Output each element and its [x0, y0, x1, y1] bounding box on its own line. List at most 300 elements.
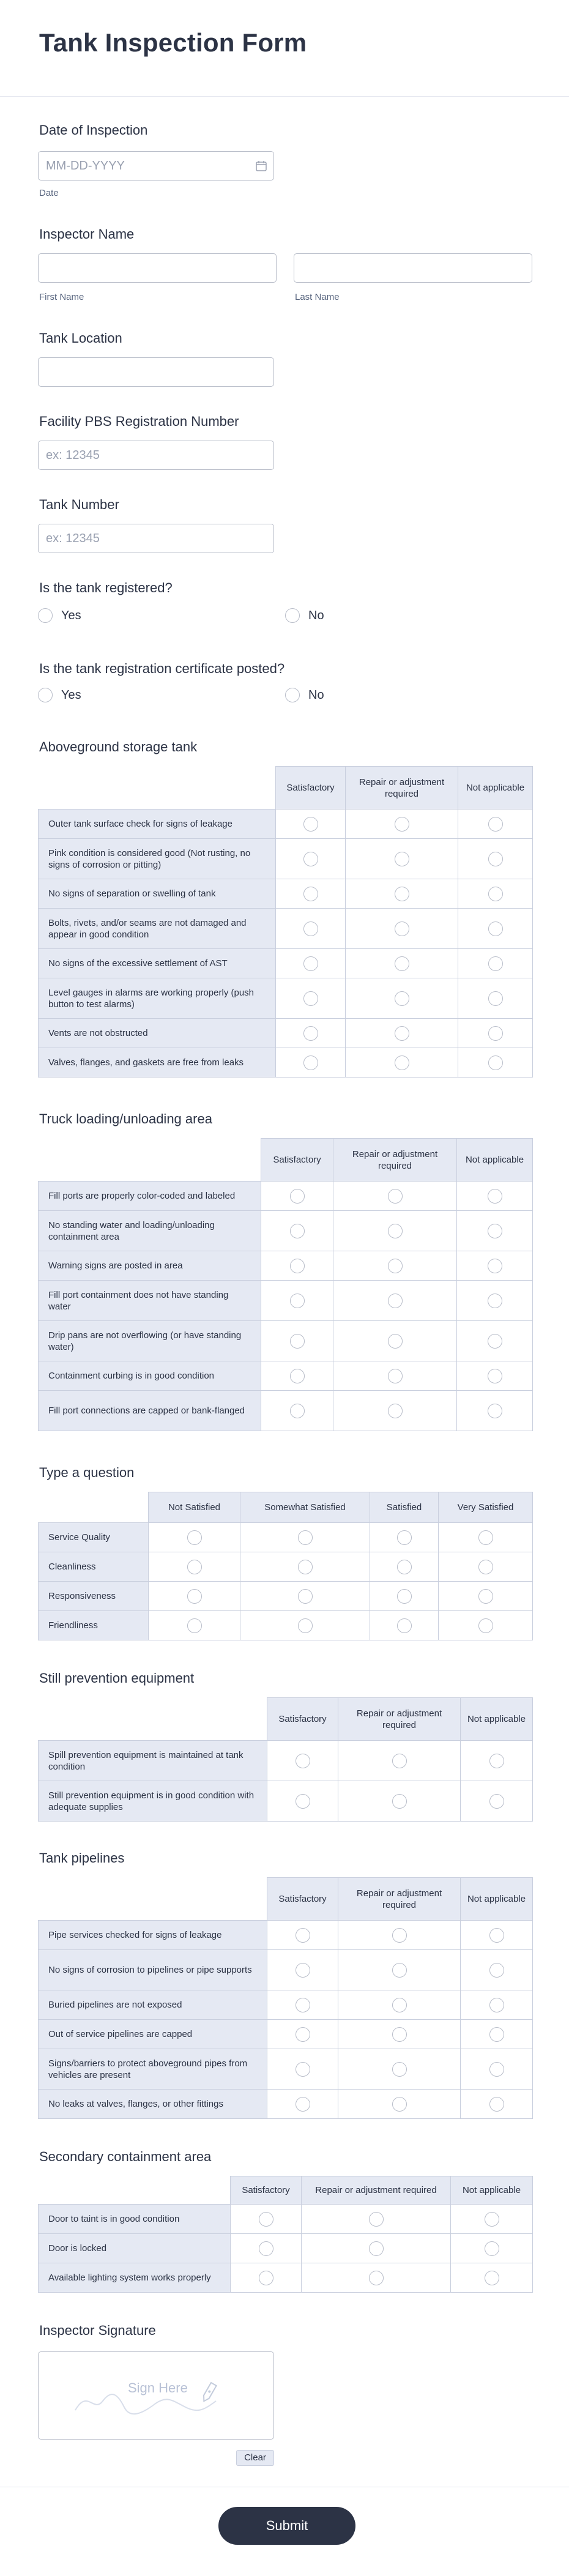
- matrix-radio[interactable]: [392, 1963, 407, 1978]
- matrix-radio[interactable]: [388, 1369, 403, 1383]
- matrix-corner: [39, 1139, 261, 1182]
- calendar-icon[interactable]: [255, 160, 267, 172]
- matrix-cell: [461, 2090, 533, 2119]
- matrix-cell: [461, 1950, 533, 1990]
- date-sublabel: Date: [39, 188, 59, 198]
- sign-here-placeholder: Sign Here: [128, 2380, 188, 2395]
- matrix-cell: [439, 1582, 533, 1611]
- matrix-cell: [302, 2263, 451, 2293]
- matrix-radio[interactable]: [290, 1189, 305, 1204]
- matrix-radio[interactable]: [489, 1754, 504, 1768]
- matrix-radio[interactable]: [388, 1294, 403, 1308]
- matrix-cell: [439, 1611, 533, 1640]
- matrix-cell: [261, 1251, 333, 1281]
- aboveground-label: Aboveground storage tank: [39, 739, 198, 754]
- matrix-radio[interactable]: [388, 1259, 403, 1273]
- matrix-corner: [39, 1492, 149, 1523]
- matrix-cell: [267, 1950, 338, 1990]
- matrix-radio[interactable]: [395, 1055, 409, 1070]
- matrix-cell: [276, 879, 346, 909]
- matrix-row: [39, 1950, 533, 1990]
- matrix-column-header: Satisfactory: [276, 767, 346, 810]
- matrix-row: [39, 1321, 533, 1361]
- matrix-row-label: Bolts, rivets, and/or seams are not damaged and appear in good condition: [39, 909, 276, 949]
- matrix-cell: [457, 1391, 533, 1431]
- matrix-cell: [261, 1361, 333, 1391]
- matrix-radio[interactable]: [388, 1334, 403, 1349]
- matrix-row: [39, 839, 533, 879]
- matrix-column-header: Not applicable: [451, 2176, 533, 2205]
- matrix-row-label: No standing water and loading/unloading containment area: [39, 1211, 261, 1251]
- matrix-row: [39, 949, 533, 978]
- matrix-radio[interactable]: [259, 2241, 273, 2256]
- matrix-radio[interactable]: [298, 1560, 313, 1574]
- matrix-radio[interactable]: [259, 2271, 273, 2285]
- tank-number-label: Tank Number: [39, 497, 119, 512]
- matrix-row: [39, 2090, 533, 2119]
- matrix-column-header: Satisfactory: [267, 1698, 338, 1741]
- matrix-cell: [261, 1211, 333, 1251]
- matrix-radio[interactable]: [296, 1963, 310, 1978]
- matrix-row-label: Service Quality: [39, 1523, 149, 1552]
- last-name-sublabel: Last Name: [295, 292, 340, 302]
- matrix-row-label: Friendliness: [39, 1611, 149, 1640]
- matrix-cell: [267, 2049, 338, 2090]
- tank-pipelines-matrix: [38, 1877, 533, 2119]
- matrix-radio[interactable]: [488, 1224, 502, 1238]
- matrix-row-label: Pipe services checked for signs of leakage: [39, 1921, 267, 1950]
- matrix-radio[interactable]: [489, 1928, 504, 1943]
- matrix-radio[interactable]: [303, 1026, 318, 1041]
- matrix-row-label: Buried pipelines are not exposed: [39, 1990, 267, 2020]
- matrix-radio[interactable]: [397, 1530, 412, 1545]
- matrix-cell: [333, 1391, 457, 1431]
- matrix-column-header: Not applicable: [461, 1878, 533, 1921]
- matrix-cell: [461, 1990, 533, 2020]
- matrix-cell: [451, 2263, 533, 2293]
- matrix-radio[interactable]: [395, 887, 409, 901]
- matrix-cell: [261, 1281, 333, 1321]
- matrix-cell: [149, 1523, 240, 1552]
- matrix-radio[interactable]: [488, 991, 503, 1006]
- matrix-cell: [451, 2234, 533, 2263]
- matrix-cell: [346, 949, 458, 978]
- matrix-column-header: Repair or adjustment required: [338, 1698, 461, 1741]
- matrix-radio[interactable]: [489, 1794, 504, 1809]
- matrix-radio[interactable]: [488, 817, 503, 832]
- tank-location-input[interactable]: [38, 357, 274, 387]
- matrix-radio[interactable]: [392, 2027, 407, 2042]
- matrix-cell: [457, 1211, 533, 1251]
- matrix-row-label: Vents are not obstructed: [39, 1019, 276, 1048]
- matrix-column-header: Repair or adjustment required: [302, 2176, 451, 2205]
- matrix-radio[interactable]: [187, 1589, 202, 1604]
- matrix-radio[interactable]: [478, 1589, 493, 1604]
- matrix-cell: [149, 1552, 240, 1582]
- matrix-cell: [338, 2020, 461, 2049]
- inspector-signature-label: Inspector Signature: [39, 2323, 156, 2338]
- matrix-row-label: Valves, flanges, and gaskets are free from leaks: [39, 1048, 276, 1078]
- matrix-radio[interactable]: [303, 887, 318, 901]
- matrix-radio[interactable]: [298, 1618, 313, 1633]
- matrix-row: [39, 909, 533, 949]
- matrix-radio[interactable]: [187, 1618, 202, 1633]
- certificate-posted-no[interactable]: [285, 688, 324, 702]
- matrix-row-label: Cleanliness: [39, 1552, 149, 1582]
- clear-signature-button[interactable]: Clear: [236, 2450, 274, 2466]
- radio-circle[interactable]: [285, 608, 300, 623]
- matrix-cell: [302, 2234, 451, 2263]
- matrix-radio[interactable]: [395, 991, 409, 1006]
- truck-loading-label: Truck loading/unloading area: [39, 1111, 212, 1126]
- matrix-radio[interactable]: [296, 1998, 310, 2012]
- matrix-radio[interactable]: [392, 1754, 407, 1768]
- matrix-row: [39, 1523, 533, 1552]
- matrix-cell: [267, 2090, 338, 2119]
- matrix-radio[interactable]: [290, 1334, 305, 1349]
- tank-registered-yes[interactable]: [38, 608, 81, 623]
- matrix-radio[interactable]: [388, 1404, 403, 1418]
- matrix-corner: [39, 767, 276, 810]
- matrix-column-header: Satisfactory: [261, 1139, 333, 1182]
- matrix-cell: [276, 949, 346, 978]
- matrix-cell: [240, 1611, 370, 1640]
- tank-number-input[interactable]: [38, 524, 274, 553]
- matrix-row: [39, 2234, 533, 2263]
- matrix-row: [39, 1251, 533, 1281]
- matrix-row: [39, 1781, 533, 1822]
- matrix-radio[interactable]: [187, 1560, 202, 1574]
- matrix-radio[interactable]: [478, 1560, 493, 1574]
- matrix-row: [39, 1921, 533, 1950]
- matrix-corner: [39, 1698, 267, 1741]
- matrix-row-label: Responsiveness: [39, 1582, 149, 1611]
- matrix-radio[interactable]: [489, 2027, 504, 2042]
- truck-loading-matrix: [38, 1138, 533, 1431]
- matrix-row-label: Warning signs are posted in area: [39, 1251, 261, 1281]
- matrix-row: [39, 810, 533, 839]
- matrix-cell: [276, 1019, 346, 1048]
- matrix-row: [39, 1019, 533, 1048]
- date-input[interactable]: [38, 151, 274, 181]
- matrix-radio[interactable]: [395, 921, 409, 936]
- matrix-radio[interactable]: [303, 817, 318, 832]
- matrix-radio[interactable]: [488, 1334, 502, 1349]
- matrix-radio[interactable]: [296, 2097, 310, 2112]
- matrix-cell: [458, 978, 533, 1019]
- matrix-row-label: No signs of the excessive settlement of AST: [39, 949, 276, 978]
- matrix-cell: [338, 2049, 461, 2090]
- matrix-cell: [458, 1019, 533, 1048]
- radio-circle[interactable]: [285, 688, 300, 702]
- matrix-radio[interactable]: [296, 2062, 310, 2077]
- matrix-row: [39, 1391, 533, 1431]
- radio-label-no: No: [308, 688, 324, 702]
- matrix-radio[interactable]: [488, 852, 503, 866]
- matrix-cell: [261, 1182, 333, 1211]
- matrix-cell: [276, 909, 346, 949]
- matrix-radio[interactable]: [488, 1369, 502, 1383]
- date-placeholder: MM-DD-YYYY: [46, 159, 125, 173]
- matrix-radio[interactable]: [290, 1404, 305, 1418]
- matrix-radio[interactable]: [298, 1530, 313, 1545]
- radio-circle[interactable]: [38, 688, 53, 702]
- matrix-radio[interactable]: [369, 2212, 384, 2227]
- matrix-radio[interactable]: [395, 1026, 409, 1041]
- matrix-cell: [346, 1048, 458, 1078]
- matrix-cell: [231, 2234, 302, 2263]
- certificate-posted-label: Is the tank registration certificate posted?: [39, 661, 285, 676]
- matrix-row-label: Still prevention equipment is in good condition with adequate supplies: [39, 1781, 267, 1822]
- matrix-cell: [370, 1611, 439, 1640]
- matrix-radio[interactable]: [290, 1294, 305, 1308]
- matrix-radio[interactable]: [395, 852, 409, 866]
- matrix-radio[interactable]: [392, 1928, 407, 1943]
- matrix-cell: [276, 839, 346, 879]
- tank-number-placeholder: ex: 12345: [46, 532, 100, 545]
- matrix-row: [39, 1048, 533, 1078]
- matrix-cell: [457, 1182, 533, 1211]
- matrix-radio[interactable]: [489, 2062, 504, 2077]
- matrix-row-label: Drip pans are not overflowing (or have standing water): [39, 1321, 261, 1361]
- matrix-cell: [267, 1921, 338, 1950]
- matrix-row-label: Fill port containment does not have standing water: [39, 1281, 261, 1321]
- matrix-radio[interactable]: [488, 1294, 502, 1308]
- matrix-cell: [276, 1048, 346, 1078]
- matrix-column-header: Not applicable: [458, 767, 533, 810]
- first-name-sublabel: First Name: [39, 292, 84, 302]
- matrix-column-header: Very Satisfied: [439, 1492, 533, 1523]
- matrix-column-header: Repair or adjustment required: [346, 767, 458, 810]
- first-name-input[interactable]: [38, 253, 277, 283]
- matrix-radio[interactable]: [395, 817, 409, 832]
- matrix-cell: [333, 1211, 457, 1251]
- matrix-cell: [333, 1251, 457, 1281]
- facility-pbs-placeholder: ex: 12345: [46, 449, 100, 462]
- tank-location-label: Tank Location: [39, 330, 122, 346]
- matrix-radio[interactable]: [488, 1026, 503, 1041]
- aboveground-matrix: [38, 766, 533, 1078]
- matrix-radio[interactable]: [392, 2062, 407, 2077]
- matrix-radio[interactable]: [296, 1754, 310, 1768]
- matrix-column-header: Not applicable: [457, 1139, 533, 1182]
- matrix-row: [39, 2020, 533, 2049]
- last-name-input[interactable]: [294, 253, 532, 283]
- matrix-cell: [439, 1552, 533, 1582]
- matrix-row: [39, 1361, 533, 1391]
- matrix-cell: [261, 1391, 333, 1431]
- matrix-cell: [458, 879, 533, 909]
- tank-registered-no[interactable]: [285, 608, 324, 623]
- matrix-corner: [39, 1878, 267, 1921]
- matrix-cell: [240, 1523, 370, 1552]
- date-of-inspection-label: Date of Inspection: [39, 122, 148, 138]
- matrix-radio[interactable]: [296, 1794, 310, 1809]
- matrix-radio[interactable]: [397, 1589, 412, 1604]
- matrix-cell: [267, 1990, 338, 2020]
- secondary-containment-matrix: [38, 2176, 533, 2293]
- matrix-radio[interactable]: [259, 2212, 273, 2227]
- submit-button[interactable]: Submit: [218, 2507, 355, 2545]
- radio-label-yes: Yes: [61, 688, 81, 702]
- facility-pbs-input[interactable]: [38, 441, 274, 470]
- matrix-cell: [240, 1552, 370, 1582]
- matrix-cell: [458, 810, 533, 839]
- matrix-cell: [457, 1251, 533, 1281]
- matrix-radio[interactable]: [388, 1189, 403, 1204]
- matrix-row-label: Out of service pipelines are capped: [39, 2020, 267, 2049]
- matrix-row: [39, 1211, 533, 1251]
- matrix-column-header: Somewhat Satisfied: [240, 1492, 370, 1523]
- matrix-radio[interactable]: [296, 1928, 310, 1943]
- signature-pad[interactable]: [38, 2351, 274, 2440]
- matrix-radio[interactable]: [290, 1224, 305, 1238]
- matrix-radio[interactable]: [488, 1055, 503, 1070]
- matrix-radio[interactable]: [478, 1530, 493, 1545]
- matrix-row: [39, 879, 533, 909]
- matrix-row: [39, 1611, 533, 1640]
- matrix-row-label: No leaks at valves, flanges, or other fittings: [39, 2090, 267, 2119]
- matrix-cell: [338, 1921, 461, 1950]
- matrix-radio[interactable]: [369, 2241, 384, 2256]
- matrix-cell: [439, 1523, 533, 1552]
- matrix-cell: [346, 879, 458, 909]
- matrix-radio[interactable]: [388, 1224, 403, 1238]
- matrix-cell: [333, 1281, 457, 1321]
- inspector-name-label: Inspector Name: [39, 226, 135, 242]
- matrix-row: [39, 1990, 533, 2020]
- matrix-cell: [457, 1281, 533, 1321]
- form-footer: [0, 2487, 569, 2576]
- matrix-row: [39, 1582, 533, 1611]
- matrix-row: [39, 1552, 533, 1582]
- form-header: [0, 0, 569, 97]
- matrix-radio[interactable]: [488, 1404, 502, 1418]
- matrix-cell: [346, 810, 458, 839]
- matrix-cell: [261, 1321, 333, 1361]
- matrix-row-label: Fill ports are properly color-coded and labeled: [39, 1182, 261, 1211]
- matrix-cell: [338, 1781, 461, 1822]
- matrix-row: [39, 2263, 533, 2293]
- matrix-cell: [461, 2020, 533, 2049]
- matrix-cell: [370, 1523, 439, 1552]
- matrix-radio[interactable]: [485, 2212, 499, 2227]
- matrix-radio[interactable]: [290, 1369, 305, 1383]
- matrix-row-label: Available lighting system works properly: [39, 2263, 231, 2293]
- matrix-radio[interactable]: [488, 887, 503, 901]
- matrix-radio[interactable]: [488, 956, 503, 971]
- certificate-posted-yes[interactable]: [38, 688, 81, 702]
- matrix-row-label: Fill port connections are capped or bank-flanged: [39, 1391, 261, 1431]
- matrix-column-header: Satisfactory: [267, 1878, 338, 1921]
- still-prevention-matrix: [38, 1697, 533, 1822]
- radio-circle[interactable]: [38, 608, 53, 623]
- type-question-label: Type a question: [39, 1465, 135, 1480]
- matrix-radio[interactable]: [488, 1189, 502, 1204]
- matrix-radio[interactable]: [303, 852, 318, 866]
- facility-pbs-label: Facility PBS Registration Number: [39, 414, 239, 429]
- matrix-radio[interactable]: [303, 921, 318, 936]
- matrix-cell: [338, 1741, 461, 1781]
- matrix-column-header: Not applicable: [461, 1698, 533, 1741]
- matrix-cell: [333, 1361, 457, 1391]
- matrix-radio[interactable]: [485, 2271, 499, 2285]
- matrix-cell: [461, 1921, 533, 1950]
- matrix-radio[interactable]: [485, 2241, 499, 2256]
- matrix-cell: [370, 1552, 439, 1582]
- matrix-cell: [240, 1582, 370, 1611]
- satisfaction-matrix: [38, 1492, 533, 1640]
- matrix-row-label: Spill prevention equipment is maintained at tank condition: [39, 1741, 267, 1781]
- matrix-radio[interactable]: [478, 1618, 493, 1633]
- matrix-cell: [149, 1582, 240, 1611]
- matrix-radio[interactable]: [392, 2097, 407, 2112]
- matrix-corner: [39, 2176, 231, 2205]
- matrix-row: [39, 978, 533, 1019]
- matrix-radio[interactable]: [369, 2271, 384, 2285]
- matrix-cell: [346, 978, 458, 1019]
- matrix-radio[interactable]: [187, 1530, 202, 1545]
- matrix-radio[interactable]: [489, 1963, 504, 1978]
- matrix-cell: [267, 1741, 338, 1781]
- matrix-radio[interactable]: [489, 1998, 504, 2012]
- form-title: Tank Inspection Form: [39, 28, 307, 57]
- matrix-row: [39, 1281, 533, 1321]
- matrix-radio[interactable]: [489, 2097, 504, 2112]
- still-prevention-label: Still prevention equipment: [39, 1670, 195, 1686]
- matrix-row: [39, 2049, 533, 2090]
- matrix-cell: [302, 2205, 451, 2234]
- matrix-column-header: Not Satisfied: [149, 1492, 240, 1523]
- matrix-cell: [461, 1781, 533, 1822]
- matrix-radio[interactable]: [303, 991, 318, 1006]
- matrix-radio[interactable]: [303, 1055, 318, 1070]
- matrix-radio[interactable]: [488, 921, 503, 936]
- matrix-cell: [231, 2263, 302, 2293]
- matrix-cell: [276, 810, 346, 839]
- matrix-row: [39, 2205, 533, 2234]
- matrix-cell: [457, 1321, 533, 1361]
- matrix-row-label: Containment curbing is in good condition: [39, 1361, 261, 1391]
- matrix-cell: [338, 1950, 461, 1990]
- matrix-radio[interactable]: [290, 1259, 305, 1273]
- radio-label-no: No: [308, 608, 324, 622]
- matrix-radio[interactable]: [488, 1259, 502, 1273]
- matrix-column-header: Satisfied: [370, 1492, 439, 1523]
- radio-label-yes: Yes: [61, 608, 81, 622]
- matrix-radio[interactable]: [392, 1794, 407, 1809]
- matrix-column-header: Satisfactory: [231, 2176, 302, 2205]
- matrix-cell: [231, 2205, 302, 2234]
- matrix-cell: [458, 1048, 533, 1078]
- matrix-row-label: No signs of separation or swelling of tank: [39, 879, 276, 909]
- matrix-column-header: Repair or adjustment required: [333, 1139, 457, 1182]
- matrix-radio[interactable]: [395, 956, 409, 971]
- matrix-cell: [346, 909, 458, 949]
- matrix-radio[interactable]: [392, 1998, 407, 2012]
- matrix-radio[interactable]: [397, 1560, 412, 1574]
- matrix-cell: [333, 1321, 457, 1361]
- matrix-radio[interactable]: [296, 2027, 310, 2042]
- matrix-cell: [457, 1361, 533, 1391]
- matrix-row: [39, 1182, 533, 1211]
- matrix-radio[interactable]: [397, 1618, 412, 1633]
- matrix-row: [39, 1741, 533, 1781]
- matrix-radio[interactable]: [298, 1589, 313, 1604]
- matrix-radio[interactable]: [303, 956, 318, 971]
- matrix-cell: [461, 2049, 533, 2090]
- matrix-cell: [346, 1019, 458, 1048]
